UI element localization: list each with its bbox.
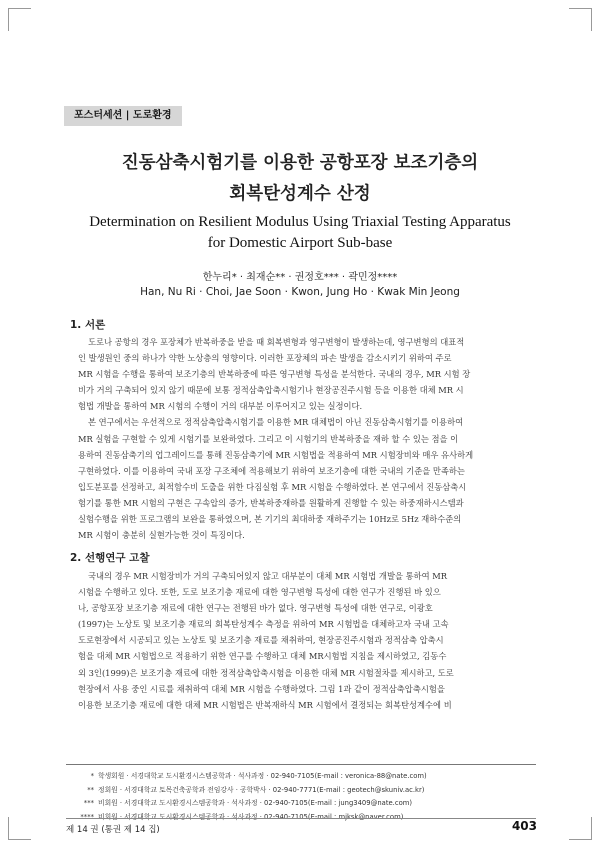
body-text-line: 나, 공항포장 보조기층 재료에 대한 연구는 전행된 바가 없다. 영구변형 특성에 대한 연구로, 이광호 — [78, 603, 433, 614]
body-text-line: 인 발생원인 중의 하나가 약한 노상층의 영향이다. 이러한 포장체의 파손 발생을 감소시키기 위하여 주로 — [78, 353, 452, 364]
body-text-line: 험법 개발을 통하여 MR 시험의 수행이 거의 대부분 이루어지고 있는 실정이다. — [78, 401, 363, 412]
title-korean-line-2: 회복탄성계수 산정 — [229, 184, 371, 204]
title-english-line-1: Determination on Resilient Modulus Using Triaxial Testing Apparatus — [89, 214, 511, 230]
session-tag: 포스터세션 | 도로환경 — [64, 106, 182, 126]
footnote-mark: ** — [87, 785, 94, 794]
body-text-line: 도로나 공항의 경우 포장체가 반복하중을 받을 때 회복변형과 영구변형이 발생하는데, 영구변형의 대표적 — [88, 337, 465, 347]
body-text-line: 비가 거의 구축되어 있지 않기 때문에 보통 정적삼축압축시험기나 현장공진주시험 등을 이용한 대체 MR 시 — [78, 385, 464, 396]
body-text-line: MR 시험이 충분히 실현가능한 것이 특징이다. — [78, 530, 245, 541]
body-text-line: 험을 대체 MR 시험법으로 적용하기 위한 연구를 수행하고 대체 MR시험법 지침을 제시하였고, 김동수 — [78, 651, 447, 662]
section-body-introduction — [78, 334, 538, 543]
footnote-text: 정회원 · 서경대학교 토목건축공학과 전임강사 · 공학박사 · 02-940-7771(E-mail : geotech@skuniv.ac.kr) — [98, 785, 425, 794]
body-text-line: MR 실험을 구현할 수 있게 시험기를 보완하였다. 그리고 이 시험기의 반복하중을 재하 할 수 있는 점을 이 — [78, 433, 459, 444]
body-text-line: 이용한 보조기층 재료에 대한 대체 MR 시험법은 반복재하식 MR 시험에서 결정되는 회복탄성계수에 비 — [78, 699, 452, 710]
body-text-line: 입도분포를 선정하고, 최적함수비 도출을 위한 다짐실험 후 MR 시험을 수행하였다. 본 연구에서 진동삼축시 — [78, 481, 467, 492]
footer-divider — [66, 818, 536, 819]
body-text-line: 시험을 수행하고 있다. 또한, 도로 보조기층 재료에 대한 영구변형 특성에 대한 연구가 진행된 바 있으 — [78, 587, 441, 598]
crop-mark-top-right — [569, 8, 592, 31]
body-text-line: 용하여 진동삼축기의 업그레이드를 통해 진동삼축기에 MR 시험법을 적용하여 MR 시험장비와 매우 유사하게 — [78, 449, 474, 460]
title-english-line-2: for Domestic Airport Sub-base — [207, 235, 393, 251]
footnote-text: 비회원 · 서경대학교 도시환경시스템공학과 · 석사과정 · 02-940-7105(E-mail : jung3409@nate.com) — [98, 799, 413, 808]
footnote-text: 비회원 · 서경대학교 도시환경시스템공학과 · 석사과정 · 02-940-7105(E-mail : mjksk@naver.com) — [98, 812, 404, 821]
body-text-line: 실험수행을 위한 프로그램의 보완을 통하였으며, 본 기기의 최대하중 재하주기는 10Hz로 5Hz 재하수준의 — [78, 514, 462, 525]
body-text-line: 험기를 통한 MR 시험의 구현은 구속압의 증가, 반복하중재하를 원활하게 진행할 수 있는 하중재하시스템과 — [78, 497, 464, 508]
authors-english: Han, Nu Ri · Choi, Jae Soon · Kwon, Jung Ho · Kwak Min Jeong — [140, 286, 460, 298]
footnote-mark: **** — [80, 812, 94, 821]
body-text-line: 현장에서 사용 중인 시료를 채취하여 대체 MR 시험을 수행하였다. 그림 1과 같이 정적삼축압축시험을 — [78, 683, 445, 694]
footnote-item — [66, 784, 546, 798]
section-body-literature-review — [78, 568, 538, 713]
footnote-mark: * — [90, 772, 94, 780]
authors-korean: 한누리* · 최재순** · 권정호*** · 곽민정**** — [202, 272, 398, 283]
footnote-text: 학생회원 · 서경대학교 도시환경시스템공학과 · 석사과정 · 02-940-7105(E-mail : veronica-88@nate.com) — [98, 772, 427, 780]
footnotes — [66, 770, 546, 824]
body-text-line: MR 시험을 수행을 통하여 보조기층의 반복하중에 따른 영구변형 특성을 분석한다. 국내의 경우, MR 시험 장 — [78, 369, 471, 380]
footnote-item — [66, 770, 546, 784]
page-number: 403 — [511, 819, 537, 833]
footnote-divider — [66, 764, 536, 765]
crop-mark-bottom-left — [8, 817, 31, 840]
crop-mark-bottom-right — [569, 817, 592, 840]
body-text-line: 도로현장에서 시공되고 있는 노상토 및 보조기층 재료를 채취하여, 현장공진주시험과 정적삼축 압축시 — [78, 635, 444, 646]
footnote-mark: *** — [83, 799, 94, 808]
crop-mark-top-left — [8, 8, 31, 31]
section-heading-introduction: 1. 서론 — [70, 319, 106, 331]
body-text-line: 국내의 경우 MR 시험장비가 거의 구축되어있지 않고 대부분이 대체 MR 시험법 개발을 통하여 MR — [88, 571, 448, 581]
title-korean-line-1: 진동삼축시험기를 이용한 공항포장 보조기층의 — [121, 153, 479, 173]
journal-issue: 제 14 권 (통권 제 14 집) — [66, 825, 160, 835]
footnote-item — [66, 797, 546, 811]
body-text-line: 구현하였다. 이를 이용하여 국내 포장 구조체에 적용해보기 위하여 보조기층에 대한 국내의 기준을 만족하는 — [78, 465, 465, 476]
body-text-line: (1997)는 노상토 및 보조기층 재료의 회복탄성계수 측정을 위하여 MR 시험법을 대체하고자 국내 고속 — [78, 619, 449, 630]
body-text-line: 외 3인(1999)은 보조기층 재료에 대한 정적삼축압축시험을 이용한 대체 MR 시험절차를 제시하고, 도로 — [78, 667, 454, 678]
section-heading-literature-review: 2. 선행연구 고찰 — [70, 552, 150, 564]
body-text-line: 본 연구에서는 우선적으로 정적삼축압축시험기를 이용한 MR 대체법이 아닌 진동삼축시험기를 이용하여 — [88, 417, 464, 428]
